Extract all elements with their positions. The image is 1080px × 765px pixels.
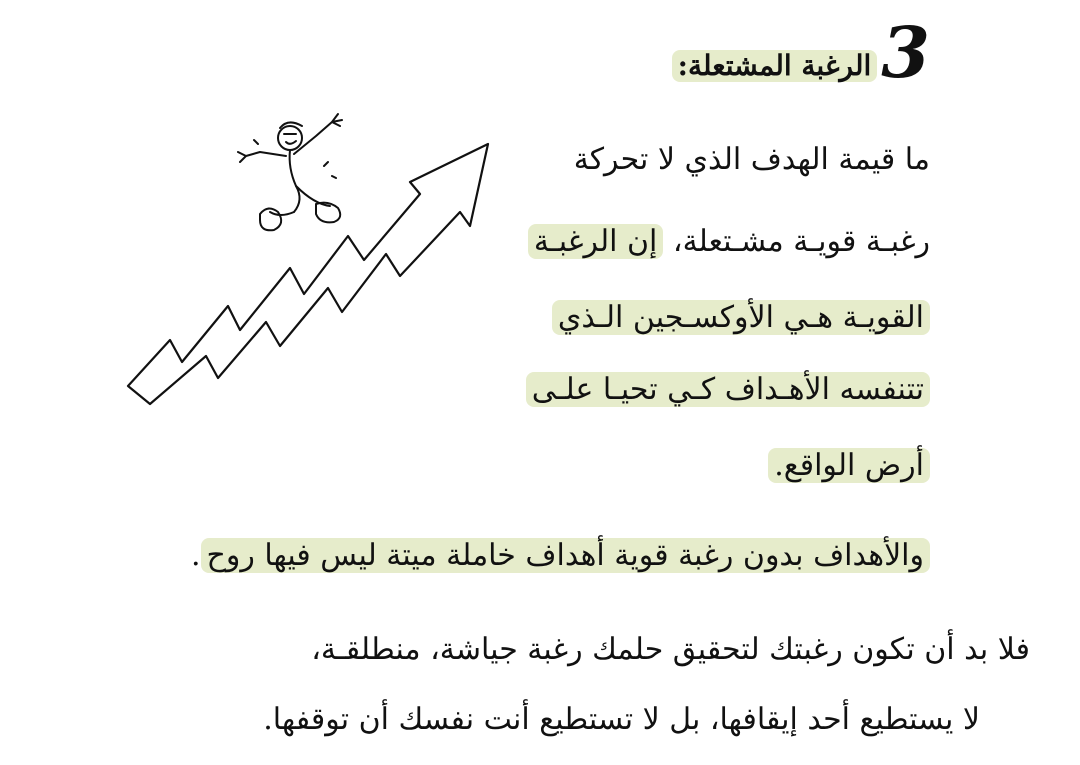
paragraph-line-7 bbox=[311, 630, 1030, 670]
highlighted-text-p5: أرض الواقع. bbox=[768, 448, 930, 483]
section-heading bbox=[672, 11, 930, 94]
text-p1: ما قيمة الهدف الذي لا تحركة bbox=[573, 142, 930, 177]
text-p2a: رغبـة قويـة مشـتعلة، bbox=[663, 224, 930, 259]
paragraph-line-6 bbox=[191, 536, 930, 576]
text-p8: لا يستطيع أحد إيقافها، بل لا تستطيع أنت نفسك أن توقفها. bbox=[263, 702, 980, 737]
section-title: الرغبة المشتعلة: bbox=[672, 50, 878, 82]
text-p7: فلا بد أن تكون رغبتك لتحقيق حلمك رغبة جياشة، منطلقـة، bbox=[311, 632, 1030, 667]
text-p6-period: . bbox=[190, 538, 201, 573]
paragraph-line-4 bbox=[526, 370, 930, 410]
paragraph-line-2 bbox=[528, 222, 930, 262]
highlighted-text-p3: القويـة هـي الأوكسـجين الـذي bbox=[552, 300, 930, 335]
section-number: 3 bbox=[881, 11, 930, 94]
jumping-figure-icon bbox=[238, 114, 342, 230]
paragraph-line-5 bbox=[768, 446, 930, 486]
paragraph-line-3 bbox=[552, 298, 930, 338]
rising-arrow-illustration bbox=[110, 108, 510, 408]
zigzag-arrow-icon bbox=[128, 144, 488, 404]
highlighted-text-p6: والأهداف بدون رغبة قوية أهداف خاملة ميتة ليس فيها روح bbox=[201, 538, 930, 573]
highlighted-text-p2b: إن الرغبـة bbox=[528, 224, 664, 259]
paragraph-line-8 bbox=[263, 700, 980, 740]
highlighted-text-p4: تتنفسه الأهـداف كـي تحيـا علـى bbox=[526, 372, 930, 407]
paragraph-line-1 bbox=[574, 140, 930, 180]
